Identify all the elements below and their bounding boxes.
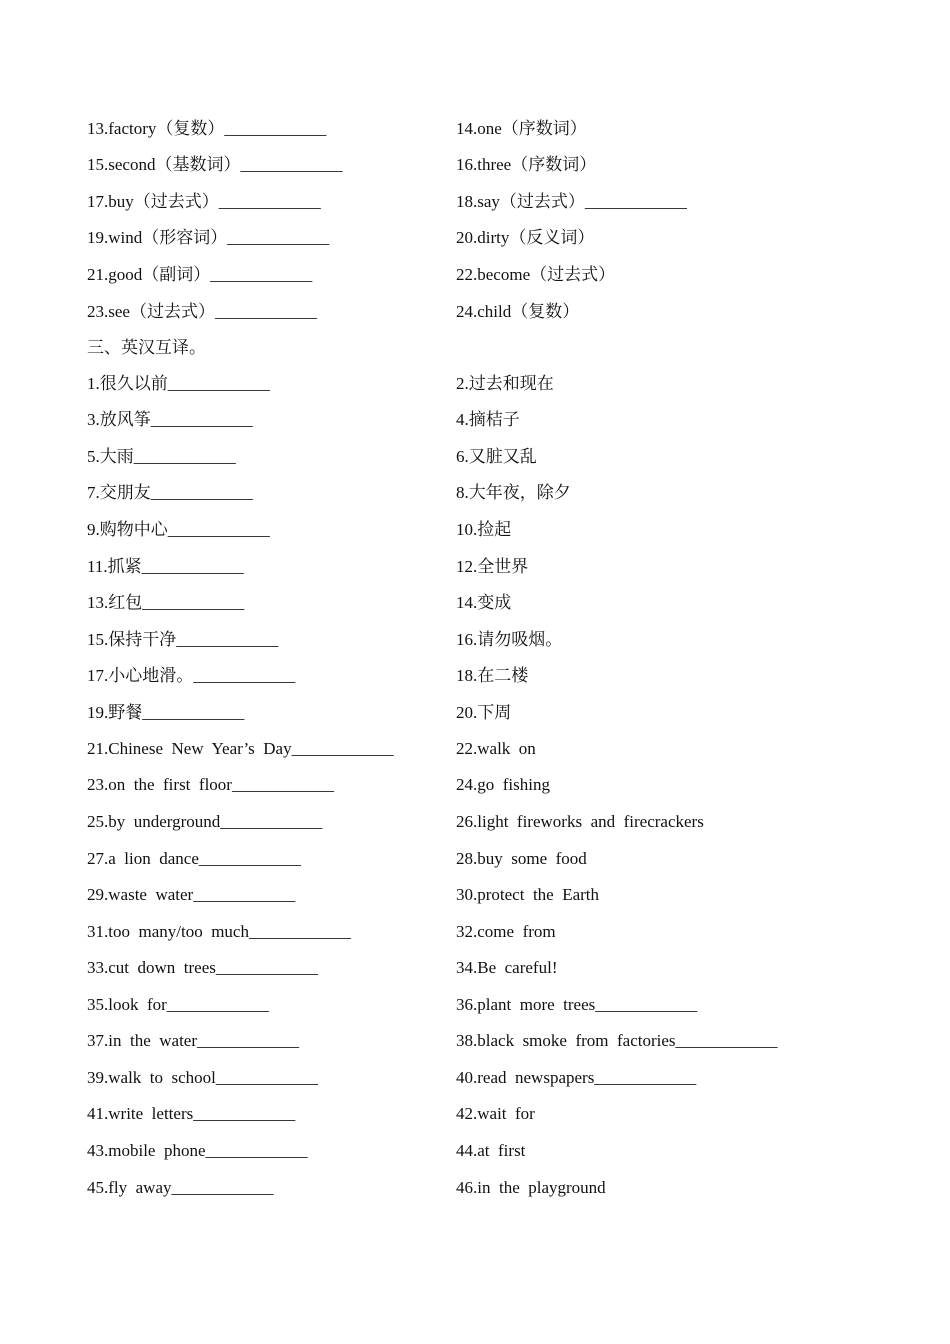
item-23-see: 23.see（过去式）____________ <box>87 302 317 321</box>
trans-item: 1.很久以前____________ <box>87 374 270 393</box>
trans-item: 33.cut down trees____________ <box>87 958 318 977</box>
item-19-wind: 19.wind（形容词）____________ <box>87 228 330 247</box>
trans-item: 19.野餐____________ <box>87 703 245 722</box>
trans-item: 5.大雨____________ <box>87 447 236 466</box>
trans-item: 17.小心地滑。____________ <box>87 666 296 685</box>
item-18-say: 18.say（过去式）____________ <box>456 192 687 211</box>
trans-item: 3.放风筝____________ <box>87 410 253 429</box>
trans-item: 28.buy some food <box>456 849 587 868</box>
item-16-three: 16.three（序数词） <box>456 155 597 174</box>
trans-item: 10.捡起 <box>456 520 512 539</box>
trans-item: 42.wait for <box>456 1104 535 1123</box>
item-17-buy: 17.buy（过去式）____________ <box>87 192 321 211</box>
trans-item: 37.in the water____________ <box>87 1031 299 1050</box>
item-15-second: 15.second（基数词）____________ <box>87 155 343 174</box>
trans-item: 26.light fireworks and firecrackers <box>456 812 704 831</box>
trans-item: 25.by underground____________ <box>87 812 323 831</box>
trans-item: 2.过去和现在 <box>456 374 554 393</box>
trans-item: 29.waste water____________ <box>87 885 296 904</box>
trans-item: 43.mobile phone____________ <box>87 1141 308 1160</box>
trans-item: 39.walk to school____________ <box>87 1068 318 1087</box>
item-21-good: 21.good（副词）____________ <box>87 265 313 284</box>
trans-item: 14.变成 <box>456 593 512 612</box>
trans-item: 40.read newspapers____________ <box>456 1068 697 1087</box>
trans-item: 41.write letters____________ <box>87 1104 296 1123</box>
trans-item: 30.protect the Earth <box>456 885 600 904</box>
trans-item: 20.下周 <box>456 703 512 722</box>
trans-item: 31.too many/too much____________ <box>87 922 351 941</box>
item-14-one: 14.one（序数词） <box>456 119 587 138</box>
item-22-become: 22.become（过去式） <box>456 265 616 284</box>
trans-item: 16.请勿吸烟。 <box>456 630 563 649</box>
trans-item: 15.保持干净____________ <box>87 630 279 649</box>
section-3-title: 三、英汉互译。 <box>87 338 206 357</box>
trans-item: 9.购物中心____________ <box>87 520 270 539</box>
trans-item: 13.红包____________ <box>87 593 245 612</box>
trans-item: 27.a lion dance____________ <box>87 849 301 868</box>
trans-item: 21.Chinese New Year’s Day____________ <box>87 739 394 758</box>
trans-item: 32.come from <box>456 922 556 941</box>
trans-item: 7.交朋友____________ <box>87 483 253 502</box>
item-24-child: 24.child（复数） <box>456 302 580 321</box>
trans-item: 38.black smoke from factories____________ <box>456 1031 778 1050</box>
item-13-factory: 13.factory（复数）____________ <box>87 119 327 138</box>
trans-item: 24.go fishing <box>456 775 550 794</box>
trans-item: 12.全世界 <box>456 557 529 576</box>
trans-item: 6.又脏又乱 <box>456 447 537 466</box>
trans-item: 45.fly away____________ <box>87 1178 274 1197</box>
trans-item: 4.摘桔子 <box>456 410 520 429</box>
trans-item: 23.on the first floor____________ <box>87 775 334 794</box>
trans-item: 22.walk on <box>456 739 536 758</box>
trans-item: 35.look for____________ <box>87 995 269 1014</box>
trans-item: 18.在二楼 <box>456 666 529 685</box>
trans-item: 36.plant more trees____________ <box>456 995 698 1014</box>
trans-item: 34.Be careful! <box>456 958 558 977</box>
trans-item: 11.抓紧____________ <box>87 557 244 576</box>
trans-item: 46.in the playground <box>456 1178 606 1197</box>
trans-item: 8.大年夜，除夕 <box>456 483 571 502</box>
trans-item: 44.at first <box>456 1141 526 1160</box>
item-20-dirty: 20.dirty（反义词） <box>456 228 595 247</box>
